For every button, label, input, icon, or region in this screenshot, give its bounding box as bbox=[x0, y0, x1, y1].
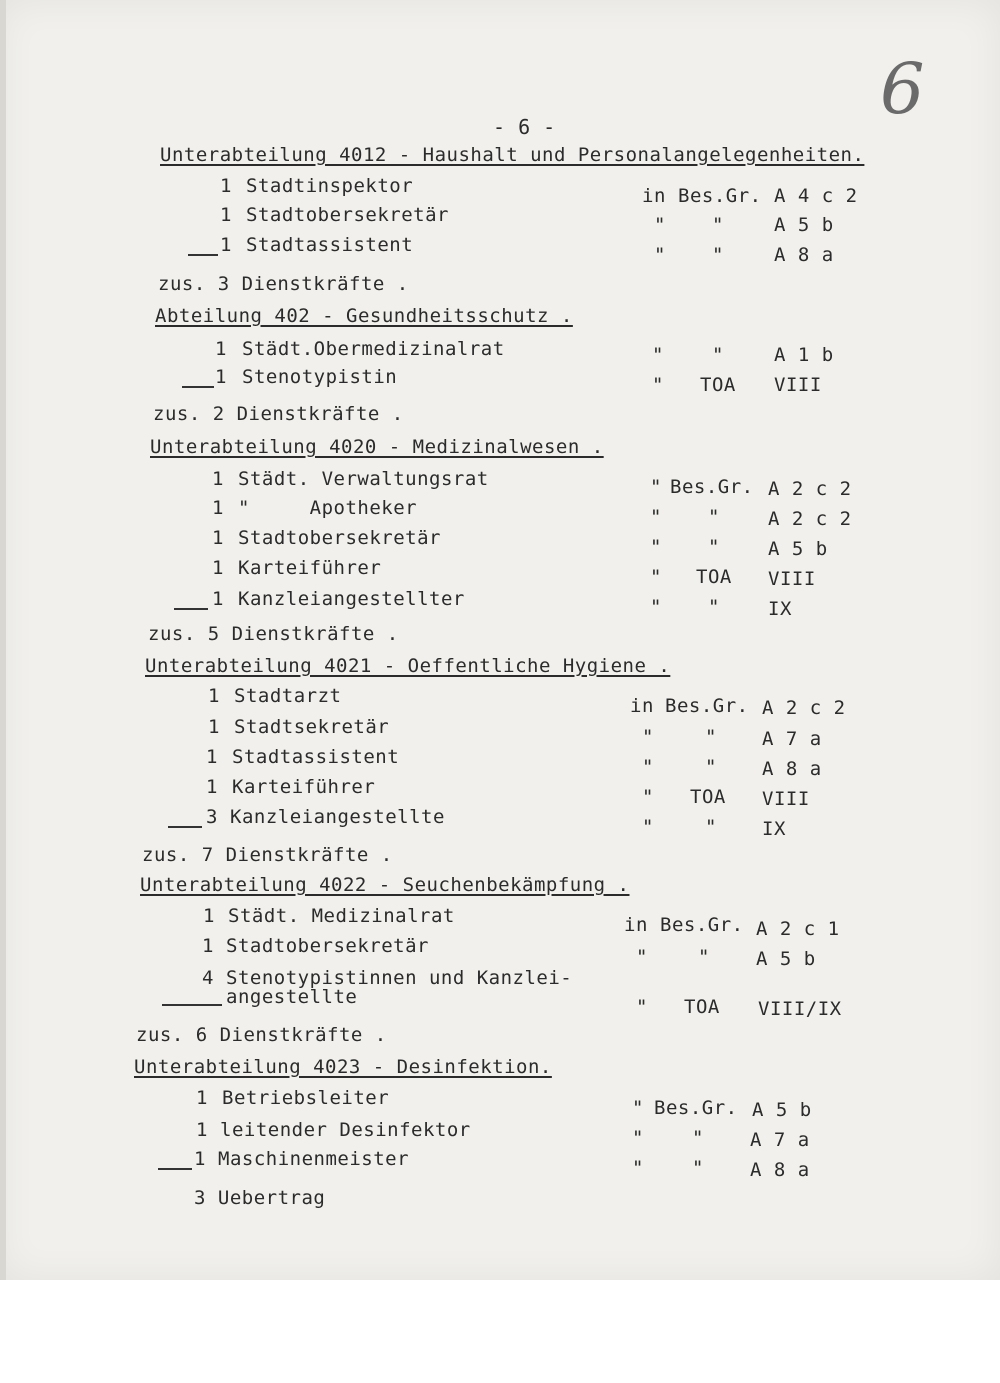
row-title: Stadtobersekretär bbox=[226, 935, 429, 957]
section-heading: Unterabteilung 4022 - Seuchenbekämpfung . bbox=[140, 874, 630, 896]
row-qty: 1 bbox=[196, 1087, 208, 1109]
row-grade: A 2 c 2 bbox=[768, 508, 852, 530]
row-grade: VIII bbox=[774, 374, 822, 396]
row-title: Karteiführer bbox=[232, 776, 376, 798]
row-col2: Bes.Gr. bbox=[665, 695, 749, 717]
row-title-continued: angestellte bbox=[226, 986, 358, 1008]
entry-dash bbox=[174, 608, 208, 610]
row-title: Stenotypistinnen und Kanzlei- bbox=[226, 967, 573, 989]
row-grade: A 8 a bbox=[762, 758, 822, 780]
entry-dash bbox=[162, 1004, 222, 1006]
row-col2: TOA bbox=[696, 566, 732, 588]
row-grade: A 7 a bbox=[750, 1129, 810, 1151]
row-title: Maschinenmeister bbox=[218, 1148, 410, 1170]
handwritten-page-number: 6 bbox=[880, 48, 925, 130]
row-col1: " bbox=[632, 1097, 644, 1119]
row-col1: " bbox=[652, 374, 664, 396]
row-grade: IX bbox=[762, 818, 786, 840]
row-col2: Bes.Gr. bbox=[670, 476, 754, 498]
row-qty: 1 bbox=[212, 468, 224, 490]
section-total: zus. 6 Dienstkräfte . bbox=[136, 1024, 387, 1046]
row-grade: A 8 a bbox=[750, 1159, 810, 1181]
row-qty: 1 bbox=[212, 497, 224, 519]
row-col1: " bbox=[642, 726, 654, 748]
row-qty: 1 bbox=[212, 588, 224, 610]
row-col2: " bbox=[708, 596, 720, 618]
row-col2: TOA bbox=[700, 374, 736, 396]
page-edge bbox=[0, 0, 6, 1280]
row-col2: " bbox=[698, 946, 710, 968]
row-col1: " bbox=[652, 344, 664, 366]
entry-dash bbox=[188, 254, 218, 256]
row-title: Stenotypistin bbox=[242, 366, 398, 388]
row-col2: " bbox=[705, 756, 717, 778]
row-title: Stadtinspektor bbox=[246, 175, 414, 197]
row-col2: Bes.Gr. bbox=[654, 1097, 738, 1119]
row-grade: A 5 b bbox=[756, 948, 816, 970]
section-total: zus. 5 Dienstkräfte . bbox=[148, 623, 399, 645]
row-grade: A 2 c 2 bbox=[762, 697, 846, 719]
row-col1: " bbox=[642, 816, 654, 838]
row-qty: 1 bbox=[196, 1119, 208, 1141]
row-qty: 1 bbox=[212, 557, 224, 579]
row-qty: 1 bbox=[220, 175, 232, 197]
row-qty: 1 bbox=[202, 935, 214, 957]
row-col1: " bbox=[654, 244, 666, 266]
row-title: Stadtobersekretär bbox=[238, 527, 441, 549]
row-title: Stadtobersekretär bbox=[246, 204, 449, 226]
row-qty: 1 bbox=[203, 905, 215, 927]
row-qty: 1 bbox=[208, 685, 220, 707]
section-heading: Unterabteilung 4023 - Desinfektion. bbox=[134, 1056, 552, 1078]
row-col1: " bbox=[632, 1127, 644, 1149]
row-col2: TOA bbox=[684, 996, 720, 1018]
row-qty: 1 bbox=[194, 1148, 206, 1170]
row-col1: " bbox=[650, 566, 662, 588]
section-heading: Unterabteilung 4021 - Oeffentliche Hygiene . bbox=[145, 655, 671, 677]
row-col2: " bbox=[712, 214, 724, 236]
row-title: Stadtsekretär bbox=[234, 716, 390, 738]
row-grade: A 7 a bbox=[762, 728, 822, 750]
page-number: - 6 - bbox=[493, 115, 556, 139]
row-col1: in bbox=[642, 185, 666, 207]
row-title: Stadtassistent bbox=[232, 746, 400, 768]
row-qty: 3 bbox=[206, 806, 218, 828]
section-heading: Abteilung 402 - Gesundheitsschutz . bbox=[155, 305, 573, 327]
row-col2: " bbox=[692, 1127, 704, 1149]
row-col1: " bbox=[654, 214, 666, 236]
row-col1: " bbox=[636, 946, 648, 968]
row-grade: A 5 b bbox=[752, 1099, 812, 1121]
row-title: Kanzleiangestellte bbox=[230, 806, 445, 828]
row-col2: " bbox=[705, 726, 717, 748]
row-qty: 4 bbox=[202, 967, 214, 989]
row-grade: A 1 b bbox=[774, 344, 834, 366]
carry-forward: 3 Uebertrag bbox=[194, 1187, 326, 1209]
row-grade: VIII/IX bbox=[758, 998, 842, 1020]
row-grade: IX bbox=[768, 598, 792, 620]
row-qty: 1 bbox=[212, 527, 224, 549]
row-title: leitender Desinfektor bbox=[220, 1119, 471, 1141]
row-title: Städt.Obermedizinalrat bbox=[242, 338, 505, 360]
row-col2: " bbox=[692, 1157, 704, 1179]
row-grade: A 4 c 2 bbox=[774, 185, 858, 207]
row-grade: VIII bbox=[768, 568, 816, 590]
row-col2: Bes.Gr. bbox=[660, 914, 744, 936]
row-col1: " bbox=[650, 476, 662, 498]
entry-dash bbox=[158, 1168, 192, 1170]
row-col1: in bbox=[630, 695, 654, 717]
row-grade: A 2 c 2 bbox=[768, 478, 852, 500]
section-total: zus. 2 Dienstkräfte . bbox=[153, 403, 404, 425]
row-col1: " bbox=[650, 596, 662, 618]
row-title: Karteiführer bbox=[238, 557, 382, 579]
section-total: zus. 7 Dienstkräfte . bbox=[142, 844, 393, 866]
row-title: Stadtassistent bbox=[246, 234, 414, 256]
row-col1: " bbox=[642, 786, 654, 808]
row-qty: 1 bbox=[220, 204, 232, 226]
row-grade: VIII bbox=[762, 788, 810, 810]
row-title: " Apotheker bbox=[238, 497, 418, 519]
row-grade: A 2 c 1 bbox=[756, 918, 840, 940]
entry-dash bbox=[182, 386, 214, 388]
row-qty: 1 bbox=[206, 776, 218, 798]
entry-dash bbox=[168, 826, 202, 828]
row-title: Städt. Medizinalrat bbox=[228, 905, 455, 927]
section-heading: Unterabteilung 4012 - Haushalt und Personalangelegenheiten. bbox=[160, 144, 865, 166]
row-qty: 1 bbox=[215, 366, 227, 388]
row-col2: " bbox=[712, 244, 724, 266]
row-col2: " bbox=[712, 344, 724, 366]
row-col1: in bbox=[624, 914, 648, 936]
row-col1: " bbox=[650, 506, 662, 528]
row-col1: " bbox=[642, 756, 654, 778]
row-qty: 1 bbox=[208, 716, 220, 738]
row-col2: " bbox=[708, 536, 720, 558]
row-title: Betriebsleiter bbox=[222, 1087, 390, 1109]
row-title: Stadtarzt bbox=[234, 685, 342, 707]
row-col1: " bbox=[636, 996, 648, 1018]
row-col2: " bbox=[705, 816, 717, 838]
section-heading: Unterabteilung 4020 - Medizinalwesen . bbox=[150, 436, 604, 458]
row-col2: Bes.Gr. bbox=[678, 185, 762, 207]
row-grade: A 8 a bbox=[774, 244, 834, 266]
section-total: zus. 3 Dienstkräfte . bbox=[158, 273, 409, 295]
row-title: Kanzleiangestellter bbox=[238, 588, 465, 610]
row-title: Städt. Verwaltungsrat bbox=[238, 468, 489, 490]
row-col1: " bbox=[632, 1157, 644, 1179]
row-grade: A 5 b bbox=[774, 214, 834, 236]
row-grade: A 5 b bbox=[768, 538, 828, 560]
row-qty: 1 bbox=[220, 234, 232, 256]
row-qty: 1 bbox=[206, 746, 218, 768]
row-col1: " bbox=[650, 536, 662, 558]
row-col2: " bbox=[708, 506, 720, 528]
row-col2: TOA bbox=[690, 786, 726, 808]
row-qty: 1 bbox=[215, 338, 227, 360]
